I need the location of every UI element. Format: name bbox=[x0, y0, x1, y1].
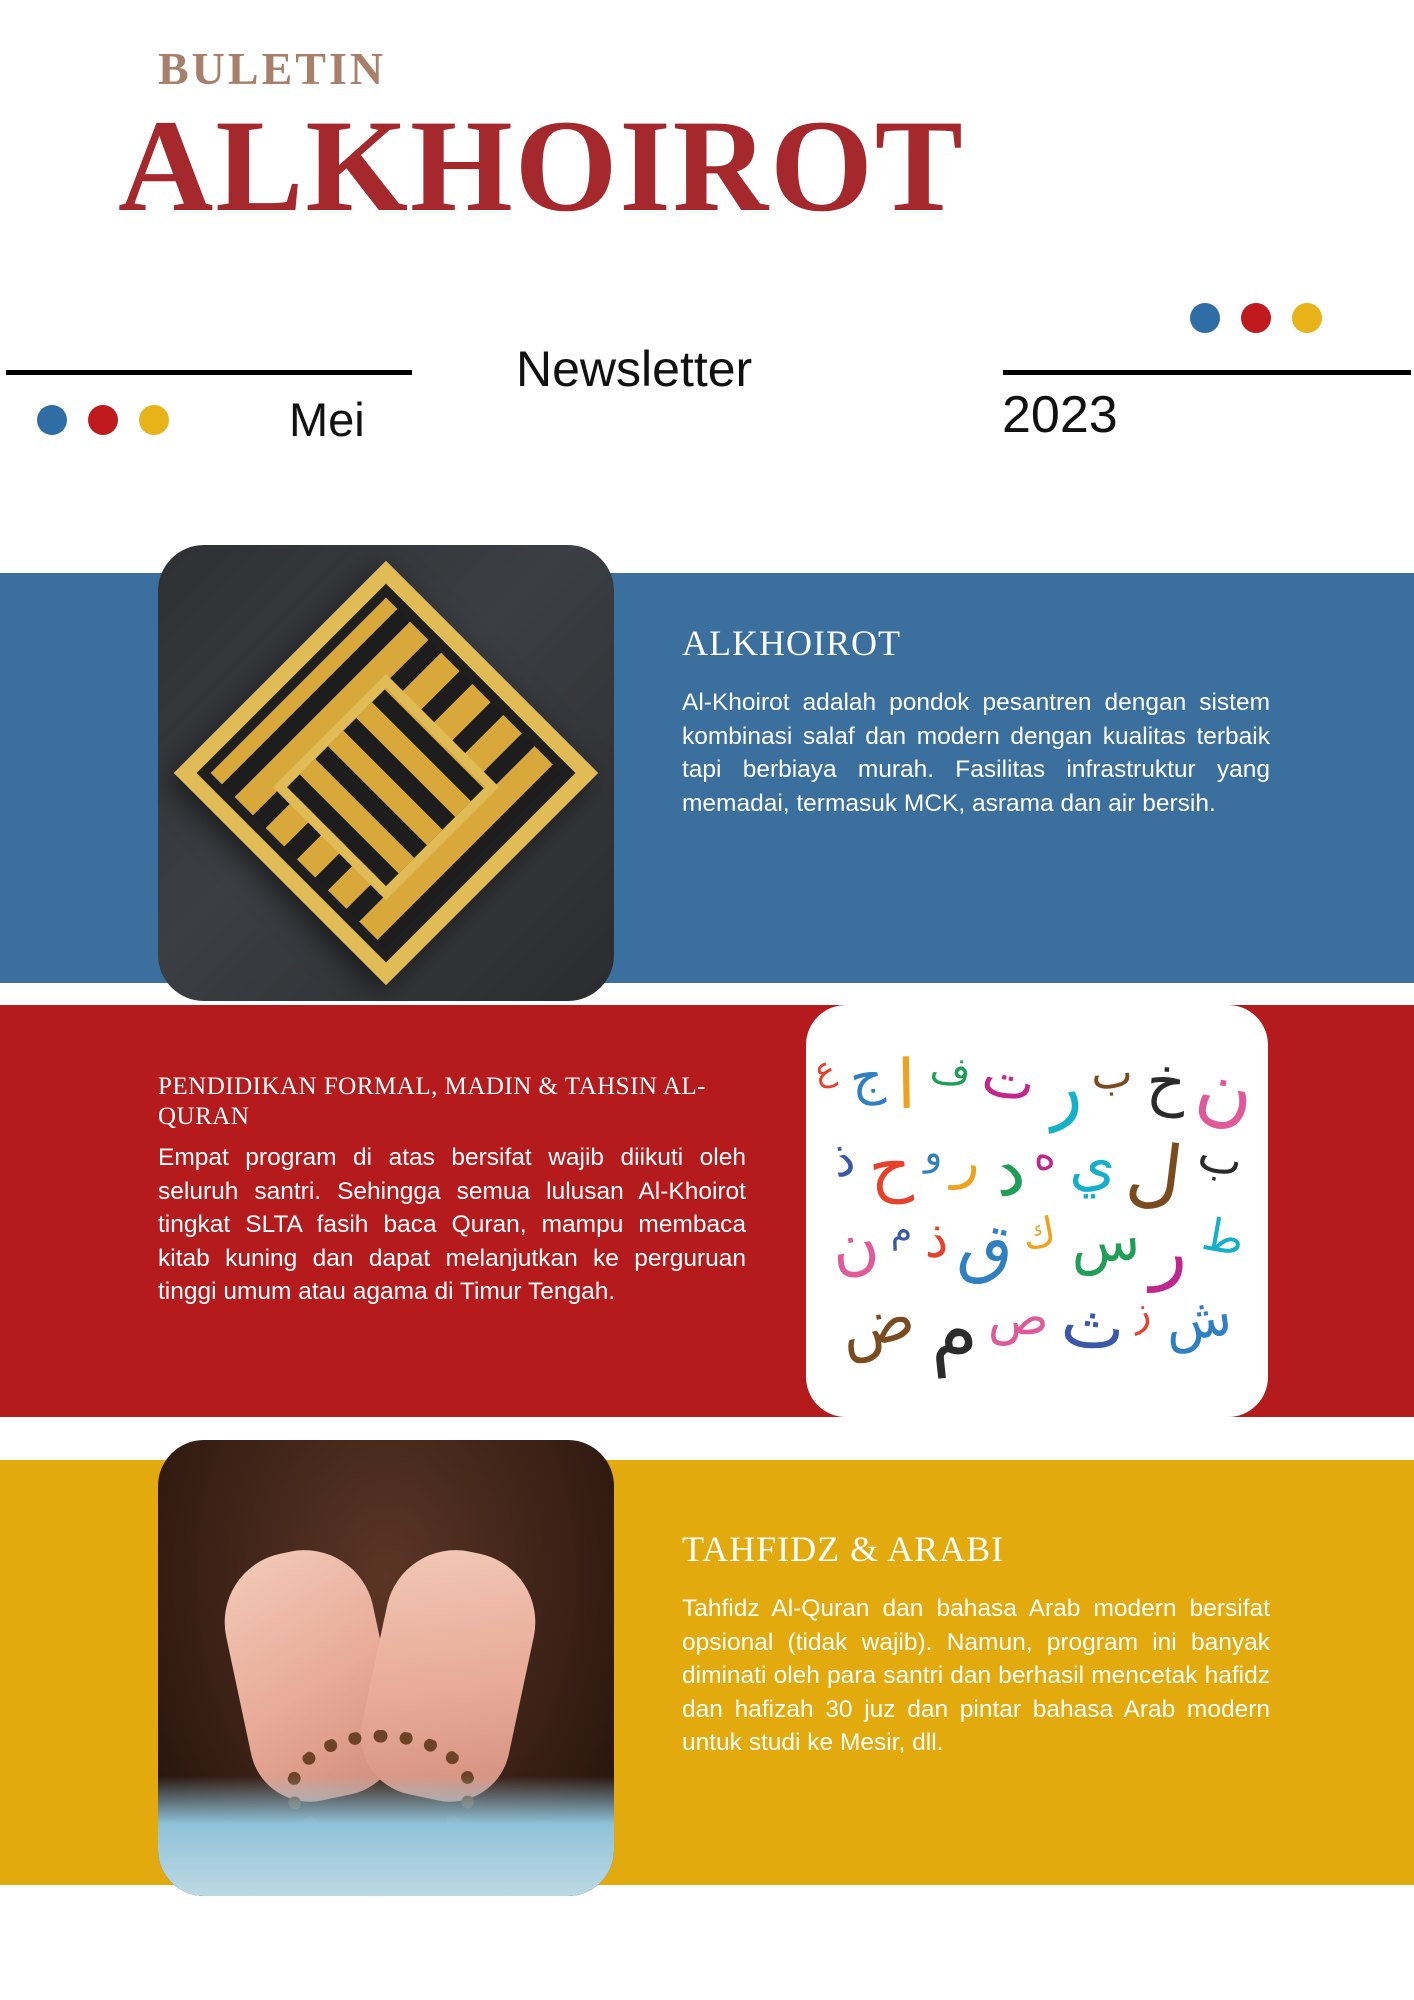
section-body: Al-Khoirot adalah pondok pesantren dengan sistem kombinasi salaf dan modern dengan kualitas terbaik tapi berbiaya murah. Fasilitas infrastruktur yang memadai, termasuk MCK, asrama dan air bersih. bbox=[682, 689, 1270, 817]
dot-blue-icon bbox=[1190, 303, 1220, 333]
arabic-letter-glyph: ث bbox=[1056, 1281, 1130, 1368]
arabic-letter-glyph: ت bbox=[976, 1041, 1043, 1117]
section-body: Empat program di atas bersifat wajib diikuti oleh seluruh santri. Sehingga semua lulusan Al-Khoirot tingkat SLTA fasih baca Quran, mampu membaca kitab kuning dan dapat melanjutkan ke perguruan tinggi umum atau agama di Timur Tengah. bbox=[158, 1144, 746, 1306]
decor-dots-right bbox=[1190, 303, 1322, 333]
section-text-pendidikan bbox=[158, 1072, 746, 1309]
dot-blue-icon bbox=[37, 405, 67, 435]
dot-red-icon bbox=[1241, 303, 1271, 333]
masthead bbox=[0, 0, 1414, 520]
arabic-letter-glyph: ن bbox=[826, 1205, 885, 1286]
arabic-letter-glyph: د bbox=[981, 1124, 1033, 1214]
dot-red-icon bbox=[88, 405, 118, 435]
arabic-letter-glyph: ر bbox=[950, 1126, 987, 1194]
arabic-letter-glyph: ش bbox=[1160, 1282, 1236, 1355]
praying-hands-image bbox=[158, 1440, 614, 1896]
arabic-letter-glyph: ر bbox=[1037, 1043, 1087, 1133]
issue-year: 2023 bbox=[1002, 386, 1118, 444]
section-title: PENDIDIKAN FORMAL, MADIN & TAHSIN AL-QURAN bbox=[158, 1073, 706, 1130]
arabic-letter-glyph: ج bbox=[846, 1045, 887, 1109]
arabic-letter-glyph: ز bbox=[1125, 1287, 1155, 1335]
arabic-letter-glyph: م bbox=[922, 1282, 982, 1379]
header-rule-left bbox=[6, 370, 412, 375]
arabic-letter-glyph: ع bbox=[809, 1047, 840, 1092]
kufic-calligraphy-icon bbox=[174, 561, 598, 985]
arabic-letter-glyph: ب bbox=[1089, 1046, 1135, 1100]
section-title: ALKHOIROT bbox=[682, 623, 901, 663]
section-text-tahfidz bbox=[682, 1528, 1270, 1760]
arabic-letter-glyph: ق bbox=[953, 1202, 1023, 1293]
arabic-letter-glyph: ل bbox=[1122, 1123, 1188, 1219]
newsletter-label: Newsletter bbox=[516, 341, 753, 397]
arabic-letter-glyph: ن bbox=[1188, 1040, 1263, 1141]
arabic-letter-glyph: ك bbox=[1018, 1208, 1060, 1260]
arabic-letter-glyph: ط bbox=[1198, 1206, 1249, 1266]
arabic-letter-glyph: ص bbox=[988, 1286, 1050, 1347]
arabic-letter-glyph: و bbox=[923, 1130, 943, 1174]
alkhoirot-kufic-logo-image bbox=[158, 545, 614, 1001]
cloth-shape bbox=[158, 1776, 614, 1896]
arabic-letter-glyph: خ bbox=[1143, 1045, 1189, 1119]
page-title: ALKHOIROT bbox=[118, 92, 965, 239]
arabic-letter-glyph: ذ bbox=[826, 1128, 860, 1189]
hands-illustration bbox=[158, 1440, 614, 1896]
arabic-letter-glyph: ف bbox=[927, 1046, 973, 1096]
arabic-letter-glyph: ا bbox=[896, 1045, 917, 1125]
arabic-letter-glyph: س bbox=[1067, 1206, 1142, 1277]
header-rule-right bbox=[1003, 370, 1411, 375]
dot-yellow-icon bbox=[139, 405, 169, 435]
issue-month: Mei bbox=[289, 393, 365, 446]
arabic-letter-glyph: ي bbox=[1069, 1128, 1116, 1198]
section-title: TAHFIDZ & ARABI bbox=[682, 1529, 1005, 1569]
arabic-letter-glyph: ه bbox=[1030, 1128, 1058, 1180]
arabic-letter-glyph: ض bbox=[831, 1278, 921, 1367]
section-text-alkhoirot bbox=[682, 622, 1270, 820]
arabic-letters-collage-image bbox=[806, 1005, 1268, 1417]
dot-yellow-icon bbox=[1292, 303, 1322, 333]
arabic-letter-glyph: ذ bbox=[923, 1208, 952, 1271]
arabic-letter-glyph: ر bbox=[1150, 1206, 1191, 1295]
decor-dots-left bbox=[37, 405, 169, 435]
arabic-letters-grid bbox=[806, 1005, 1268, 1417]
arabic-letter-glyph: ح bbox=[865, 1125, 915, 1207]
arabic-letter-glyph: م bbox=[889, 1210, 914, 1251]
masthead-kicker: BULETIN bbox=[158, 43, 387, 94]
section-body: Tahfidz Al-Quran dan bahasa Arab modern bersifat opsional (tidak wajib). Namun, program ini banyak diminati oleh para santri dan berhasil mencetak hafidz dan hafizah 30 juz dan pintar bahasa Arab modern untuk studi ke Mesir, dll. bbox=[682, 1595, 1270, 1757]
arabic-letter-glyph: ب bbox=[1192, 1125, 1249, 1190]
